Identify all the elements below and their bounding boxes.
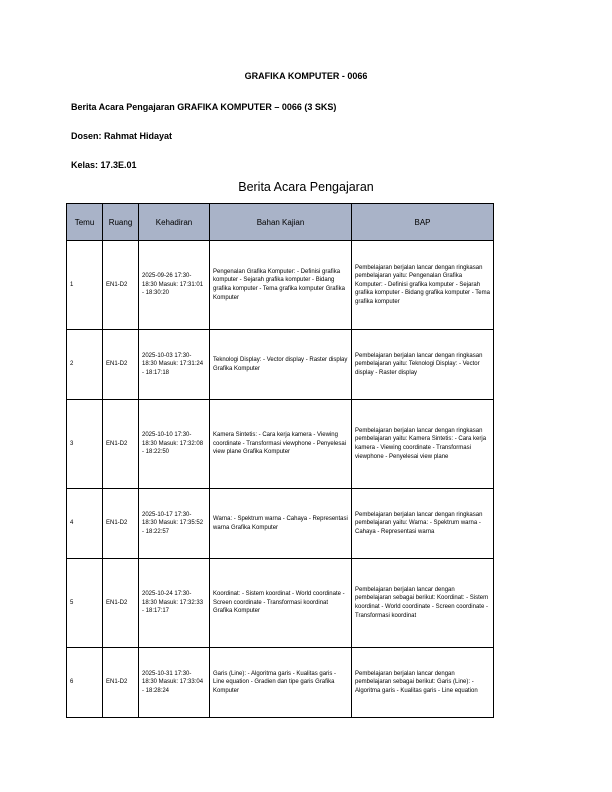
cell-bahan-kajian: Pengenalan Grafika Komputer: - Definisi grafika komputer - Sejarah grafika komputer - Bidang grafika komputer - Tema grafika komputer Grafika Komputer	[210, 241, 352, 330]
header-kehadiran: Kehadiran	[139, 204, 210, 241]
section-title: Berita Acara Pengajaran	[238, 180, 374, 194]
cell-temu: 5	[67, 559, 103, 648]
table-row	[67, 330, 494, 400]
cell-temu: 6	[67, 648, 103, 718]
cell-ruang: EN1-D2	[103, 241, 139, 330]
cell-ruang: EN1-D2	[103, 648, 139, 718]
table-row	[67, 489, 494, 559]
cell-ruang: EN1-D2	[103, 489, 139, 559]
cell-ruang: EN1-D2	[103, 330, 139, 400]
cell-bap: Pembelajaran berjalan lancar dengan ringkasan pembelajaran yaitu: Pengenalan Grafika Komputer: - Definisi grafika komputer - Sejarah grafika komputer - Bidang grafika komputer - Tema grafika komputer	[352, 241, 494, 330]
cell-bap: Pembelajaran berjalan lancar dengan ringkasan pembelajaran yaitu: Warna: - Spektrum warna - Cahaya - Representasi warna	[352, 489, 494, 559]
page-title: GRAFIKA KOMPUTER - 0066	[244, 71, 368, 81]
header-bahan-kajian: Bahan Kajian	[210, 204, 352, 241]
table-row	[67, 400, 494, 489]
cell-temu: 4	[67, 489, 103, 559]
teaching-record-table	[66, 203, 494, 718]
cell-bahan-kajian: Garis (Line): - Algoritma garis - Kualitas garis - Line equation - Gradien dan tipe garis Grafika Komputer	[210, 648, 352, 718]
cell-kehadiran: 2025-10-17 17:30-18:30 Masuk: 17:35:52 - 18:22:57	[139, 489, 210, 559]
table-row	[67, 559, 494, 648]
cell-bap: Pembelajaran berjalan lancar dengan ringkasan pembelajaran yaitu: Teknologi Display: - Vector display - Raster display	[352, 330, 494, 400]
lecturer-line: Dosen: Rahmat Hidayat	[71, 131, 173, 141]
table-header-row	[67, 204, 494, 241]
table-row	[67, 241, 494, 330]
cell-kehadiran: 2025-10-10 17:30-18:30 Masuk: 17:32:08 - 18:22:50	[139, 400, 210, 489]
table-row	[67, 648, 494, 718]
cell-kehadiran: 2025-09-26 17:30-18:30 Masuk: 17:31:01 - 18:30:20	[139, 241, 210, 330]
cell-bap: Pembelajaran berjalan lancar dengan pembelajaran sebagai berikut: Koordinat: - Sistem koordinat - World coordinate - Screen coordinate - Transformasi koordinat	[352, 559, 494, 648]
cell-temu: 3	[67, 400, 103, 489]
cell-ruang: EN1-D2	[103, 400, 139, 489]
header-temu: Temu	[67, 204, 103, 241]
cell-bahan-kajian: Kamera Sintetis: - Cara kerja kamera - Viewing coordinate - Transformasi viewphone - Penyelesai view plane Grafika Komputer	[210, 400, 352, 489]
cell-temu: 2	[67, 330, 103, 400]
cell-temu: 1	[67, 241, 103, 330]
header-ruang: Ruang	[103, 204, 139, 241]
cell-bap: Pembelajaran berjalan lancar dengan pembelajaran sebagai berikut: Garis (Line): - Algoritma garis - Kualitas garis - Line equation	[352, 648, 494, 718]
cell-kehadiran: 2025-10-31 17:30-18:30 Masuk: 17:33:04 - 18:28:24	[139, 648, 210, 718]
cell-bahan-kajian: Koordinat: - Sistem koordinat - World coordinate - Screen coordinate - Transformasi koordinat Grafika Komputer	[210, 559, 352, 648]
cell-bahan-kajian: Warna: - Spektrum warna - Cahaya - Representasi warna Grafika Komputer	[210, 489, 352, 559]
cell-kehadiran: 2025-10-24 17:30-18:30 Masuk: 17:32:33 - 18:17:17	[139, 559, 210, 648]
document-subtitle: Berita Acara Pengajaran GRAFIKA KOMPUTER – 0066 (3 SKS)	[71, 102, 337, 112]
header-bap: BAP	[352, 204, 494, 241]
cell-ruang: EN1-D2	[103, 559, 139, 648]
cell-kehadiran: 2025-10-03 17:30-18:30 Masuk: 17:31:24 - 18:17:18	[139, 330, 210, 400]
class-line: Kelas: 17.3E.01	[71, 160, 137, 170]
cell-bahan-kajian: Teknologi Display: - Vector display - Raster display Grafika Komputer	[210, 330, 352, 400]
cell-bap: Pembelajaran berjalan lancar dengan ringkasan pembelajaran yaitu: Kamera Sintetis: - Cara kerja kamera - Viewing coordinate - Transformasi viewphone - Penyelesai view plane	[352, 400, 494, 489]
